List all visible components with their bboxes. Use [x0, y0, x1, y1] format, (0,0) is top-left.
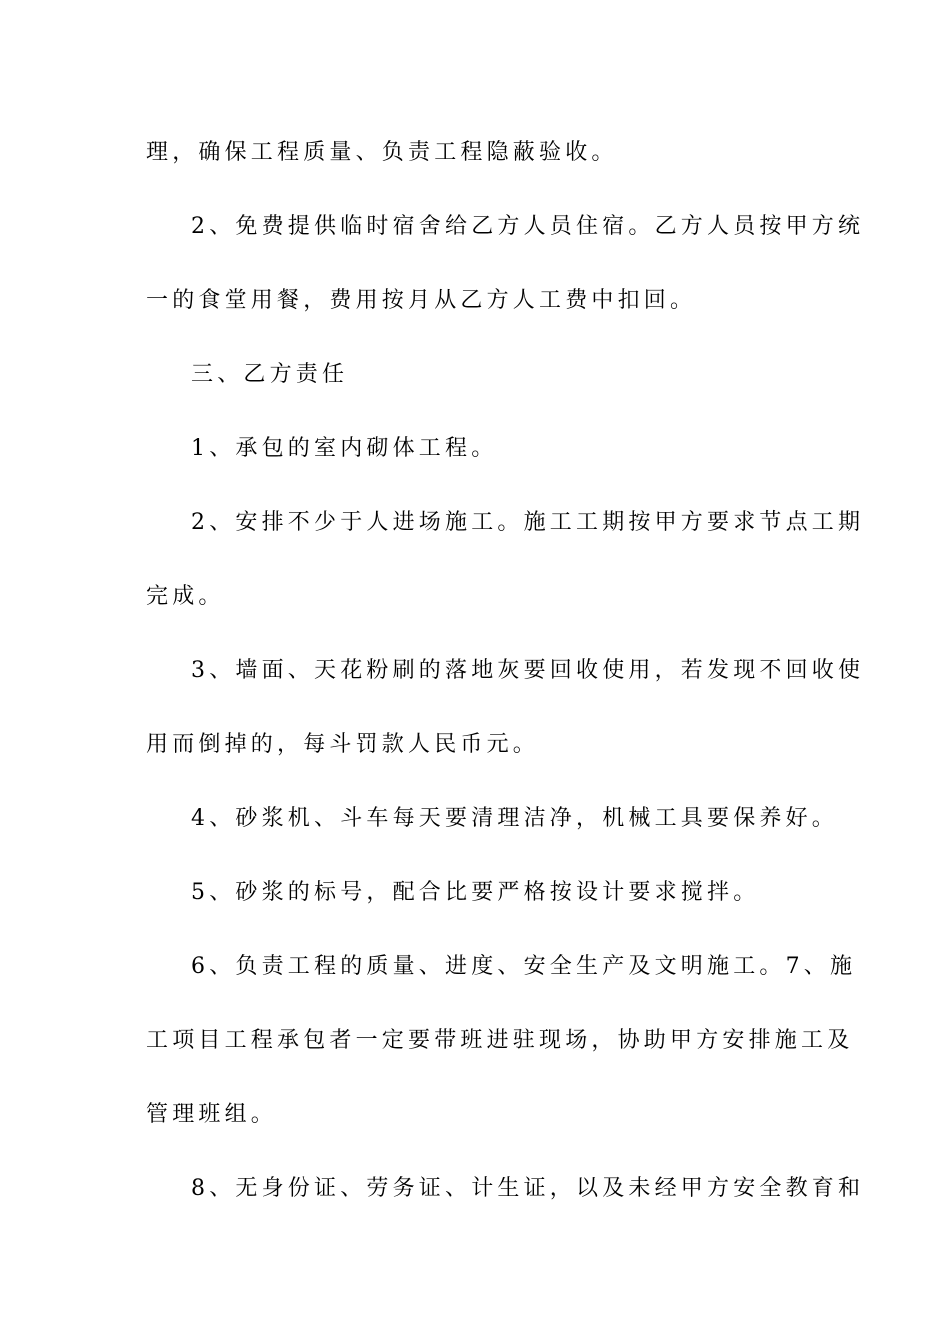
text-line: 工项目工程承包者一定要带班进驻现场，协助甲方安排施工及 — [146, 1028, 854, 1053]
text-line: 2、免费提供临时宿舍给乙方人员住宿。乙方人员按甲方统 — [191, 214, 865, 239]
text-line: 2、安排不少于人进场施工。施工工期按甲方要求节点工期 — [191, 510, 865, 535]
text-line: 6、负责工程的质量、进度、安全生产及文明施工。7、施 — [191, 954, 857, 979]
section-heading: 三、乙方责任 — [191, 362, 349, 387]
text-line: 4、砂浆机、斗车每天要清理洁净，机械工具要保养好。 — [191, 806, 838, 831]
text-line: 5、砂浆的标号，配合比要严格按设计要求搅拌。 — [191, 880, 760, 905]
text-line: 管理班组。 — [146, 1102, 278, 1127]
text-line: 理，确保工程质量、负责工程隐蔽验收。 — [146, 140, 618, 165]
text-line: 3、墙面、天花粉刷的落地灰要回收使用，若发现不回收使 — [191, 658, 865, 683]
text-line: 用而倒掉的，每斗罚款人民币元。 — [146, 732, 540, 757]
text-line: 完成。 — [146, 584, 225, 609]
text-line: 1、承包的室内砌体工程。 — [191, 436, 498, 461]
text-line: 一的食堂用餐，费用按月从乙方人工费中扣回。 — [146, 288, 697, 313]
text-line: 8、无身份证、劳务证、计生证，以及未经甲方安全教育和 — [191, 1176, 865, 1201]
